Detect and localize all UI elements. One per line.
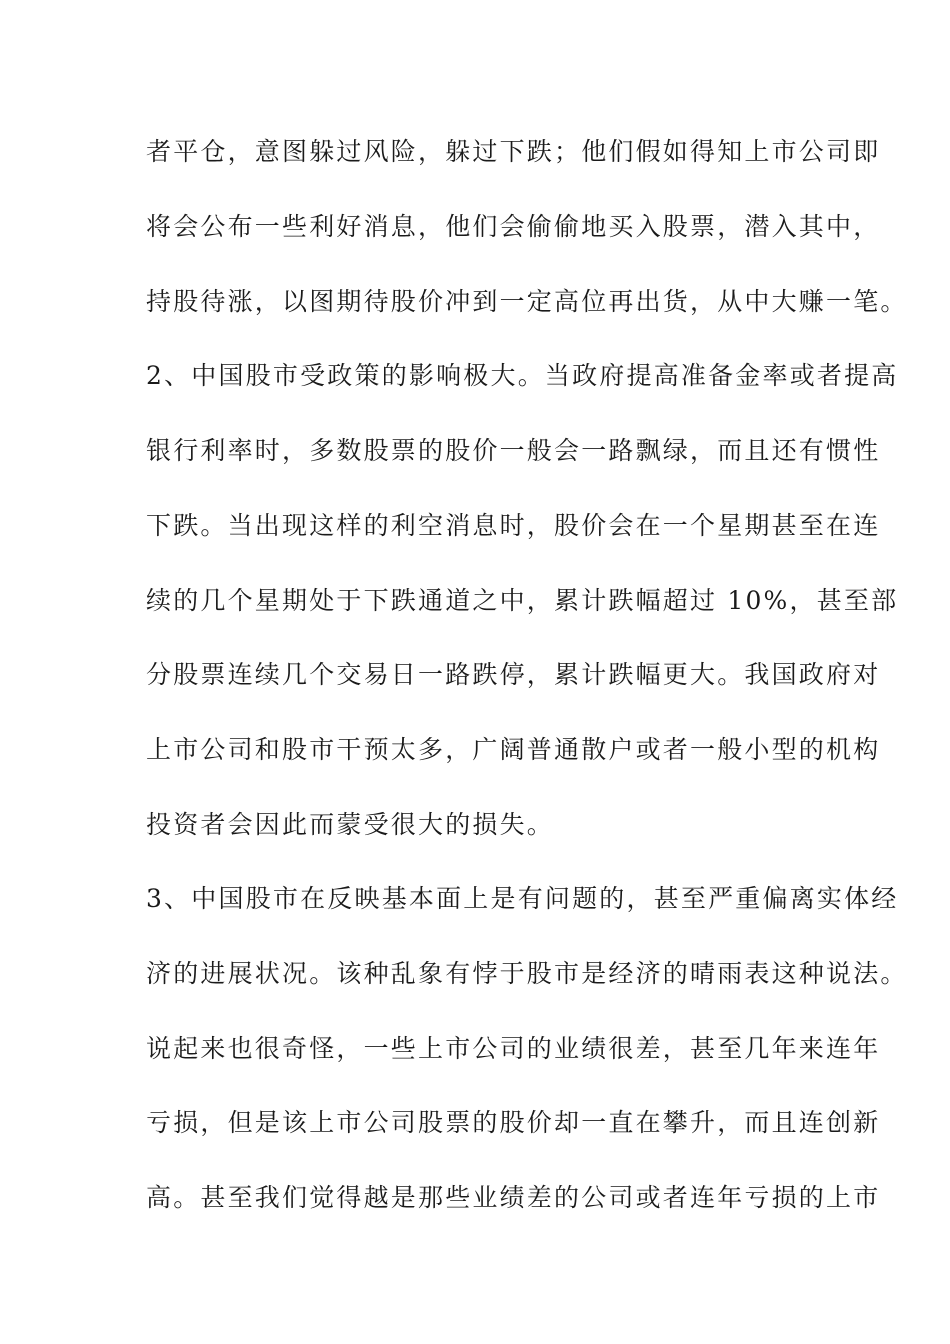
text-line-1: 者平仓，意图躲过风险，躲过下跌；他们假如得知上市公司即 xyxy=(146,137,881,166)
text-line-2: 将会公布一些利好消息，他们会偷偷地买入股票，潜入其中， xyxy=(146,212,881,241)
text-line-4: 2、中国股市受政策的影响极大。当政府提高准备金率或者提高 xyxy=(146,361,899,390)
text-line-10: 投资者会因此而蒙受很大的损失。 xyxy=(146,810,555,839)
text-line-15: 高。甚至我们觉得越是那些业绩差的公司或者连年亏损的上市 xyxy=(146,1183,881,1212)
text-line-12: 济的进展状况。该种乱象有悖于股市是经济的晴雨表这种说法。 xyxy=(146,959,908,988)
text-line-3: 持股待涨，以图期待股价冲到一定高位再出货，从中大赚一笔。 xyxy=(146,287,908,316)
text-line-8: 分股票连续几个交易日一路跌停，累计跌幅更大。我国政府对 xyxy=(146,660,881,689)
text-line-13: 说起来也很奇怪，一些上市公司的业绩很差，甚至几年来连年 xyxy=(146,1034,881,1063)
text-line-6: 下跌。当出现这样的利空消息时，股价会在一个星期甚至在连 xyxy=(146,511,881,540)
text-line-7: 续的几个星期处于下跌通道之中，累计跌幅超过 10%，甚至部 xyxy=(146,586,899,615)
text-line-11: 3、中国股市在反映基本面上是有问题的，甚至严重偏离实体经 xyxy=(146,884,899,913)
text-line-14: 亏损，但是该上市公司股票的股价却一直在攀升，而且连创新 xyxy=(146,1108,881,1137)
text-line-5: 银行利率时，多数股票的股价一般会一路飘绿，而且还有惯性 xyxy=(146,436,881,465)
text-line-9: 上市公司和股市干预太多，广阔普通散户或者一般小型的机构 xyxy=(146,735,881,764)
